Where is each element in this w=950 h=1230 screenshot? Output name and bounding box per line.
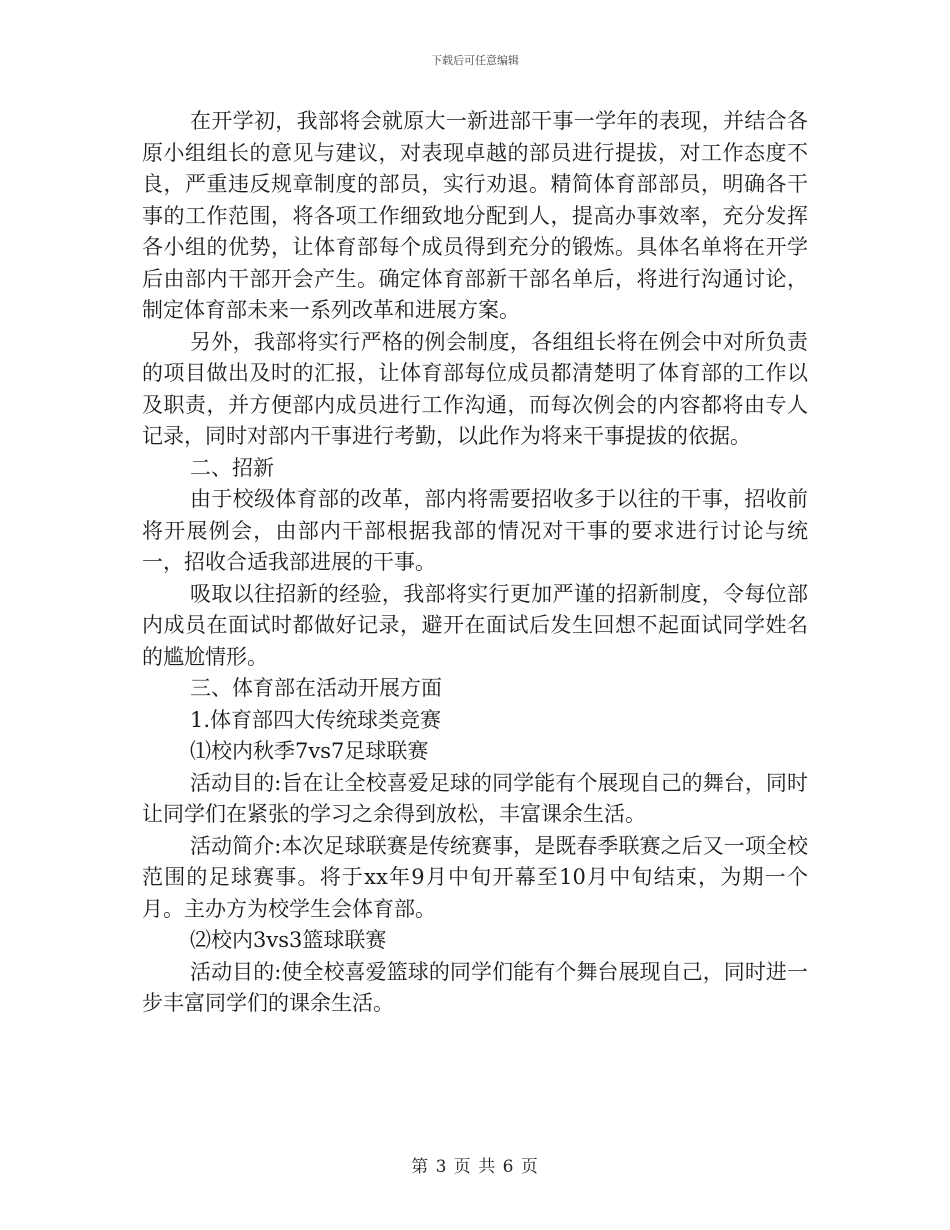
section-heading-recruitment: 二、招新 bbox=[190, 455, 274, 480]
paragraph-basketball-purpose: 活动目的:使全校喜爱篮球的同学们能有个舞台展现自己，同时进一步丰富同学们的课余生活。 bbox=[142, 959, 808, 1015]
page-footer: 第 3 页 共 6 页 bbox=[411, 1157, 539, 1177]
paragraph-football-intro: 活动简介:本次足球联赛是传统赛事，是既春季联赛之后又一项全校范围的足球赛事。将于xx年9月中旬开幕至10月中旬结束，为期一个月。主办方为校学生会体育部。 bbox=[142, 833, 808, 921]
paragraph-cadre-selection: 在开学初，我部将会就原大一新进部干事一学年的表现，并结合各原小组组长的意见与建议，对表现卓越的部员进行提拔，对工作态度不良，严重违反规章制度的部员，实行劝退。精简体育部部员，明确各干事的工作范围，将各项工作细致地分配到人，提高办事效率，充分发挥各小组的优势，让体育部每个成员得到充分的锻炼。具体名单将在开学后由部内干部开会产生。确定体育部新干部名单后，将进行沟通讨论，制定体育部未来一系列改革和进展方案。 bbox=[142, 109, 808, 322]
subheading-ball-games: 1.体育部四大传统球类竞赛 bbox=[190, 707, 442, 732]
paragraph-recruitment-plan: 由于校级体育部的改革，部内将需要招收多于以往的干事，招收前将开展例会，由部内干部根据我部的情况对干事的要求进行讨论与统一，招收合适我部进展的干事。 bbox=[142, 487, 808, 574]
paragraph-football-purpose: 活动目的:旨在让全校喜爱足球的同学能有个展现自己的舞台，同时让同学们在紧张的学习之余得到放松，丰富课余生活。 bbox=[142, 770, 808, 826]
paragraph-meeting-system: 另外，我部将实行严格的例会制度，各组组长将在例会中对所负责的项目做出及时的汇报，让体育部每位成员都清楚明了体育部的工作以及职责，并方便部内成员进行工作沟通，而每次例会的内容都将由专人记录，同时对部内干事进行考勤，以此作为将来干事提拔的依据。 bbox=[142, 329, 808, 448]
page-header: 下载后可任意编辑 bbox=[431, 54, 519, 67]
paragraph-recruitment-experience: 吸取以往招新的经验，我部将实行更加严谨的招新制度，令每位部内成员在面试时都做好记录，避开在面试后发生回想不起面试同学姓名的尴尬情形。 bbox=[142, 581, 808, 669]
document-body bbox=[142, 106, 808, 1020]
section-heading-activities: 三、体育部在活动开展方面 bbox=[190, 676, 442, 700]
item-heading-basketball: ⑵校内3vs3篮球联赛 bbox=[190, 928, 387, 952]
item-heading-football: ⑴校内秋季7vs7足球联赛 bbox=[190, 739, 429, 763]
